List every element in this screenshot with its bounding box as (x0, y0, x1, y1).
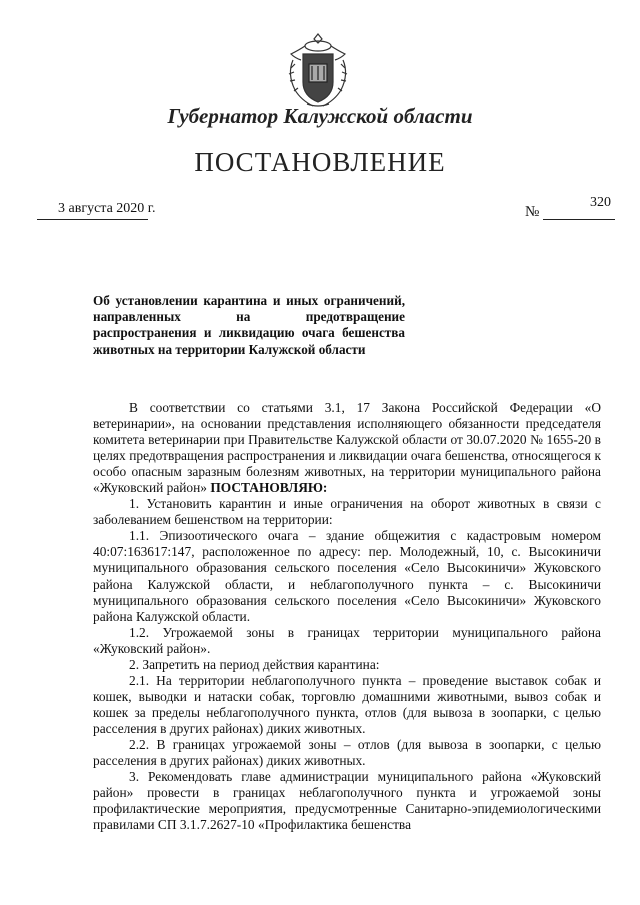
issuing-authority: Губернатор Калужской области (167, 104, 473, 128)
decree-keyword: ПОСТАНОВЛЯЮ: (210, 480, 328, 496)
document-number: 320 (590, 195, 611, 210)
clause-1: 1. Установить карантин и иные ограничения на оборот животных в связи с заболеванием бешенством на территории: (93, 496, 601, 528)
clause-2-2: 2.2. В границах угрожаемой зоны – отлов (для вывоза в зоопарки, с целью расселения в других районах) диких животных. (93, 736, 601, 769)
document-body (93, 400, 601, 833)
preamble-text: В соответствии со статьями 3.1, 17 Закона Российской Федерации «О ветеринарии», на основании представления исполняющего обязанности председателя комитета ветеринарии при Правительстве Калужской области от 30.07.2020 № 1655-20 в целях предотвращения распространения и ликвидации очага бешенства, относящегося к особо опасным заразным болезням животных, на территории муниципального района «Жуковский район» (93, 400, 601, 496)
document-subject: Об установлении карантина и иных ограничений, направленных на предотвращение распространения и ликвидацию очага бешенства животных на территории Калужской области (93, 293, 405, 357)
clause-1-2: 1.2. Угрожаемой зоны в границах территории муниципального района «Жуковский район». (93, 624, 601, 656)
clause-2-1: 2.1. На территории неблагополучного пункта – проведение выставок собак и кошек, выводки и натаски собак, торговлю домашними животными, вывоз собак и кошек за пределы неблагополучного пункта, отлов (для вывоза в зоопарки, с целью расселения в других районах) диких животных. (93, 672, 601, 736)
document-type-title: ПОСТАНОВЛЕНИЕ (194, 147, 446, 177)
clause-3: 3. Рекомендовать главе администрации муниципального района «Жуковский район» провести в границах неблагополучного пункта и угрожаемой зоны профилактические мероприятия, предусмотренные Санитарно-эпидемиологическими правилами СП 3.1.7.2627-10 «Профилактика бешенства (93, 769, 601, 833)
coat-of-arms-emblem (283, 30, 353, 110)
clause-1-1: 1.1. Эпизоотического очага – здание общежития с кадастровым номером 40:07:163617:147, расположенное по адресу: пер. Молодежный, 10, с. Высокиничи муниципального образования сельского поселения «Село Высокиничи» Жуковского района Калужской области, и неблагополучного пункта – с. Высокиничи муниципального образования сельского поселения «Село Высокиничи» Жуковского района Калужской области. (93, 528, 601, 624)
document-date: 3 августа 2020 г. (58, 201, 156, 216)
clause-2: 2. Запретить на период действия карантина: (129, 656, 380, 672)
number-sign: № (525, 204, 540, 220)
number-underline (543, 219, 615, 220)
preamble-paragraph (93, 400, 601, 496)
date-underline (37, 219, 148, 220)
